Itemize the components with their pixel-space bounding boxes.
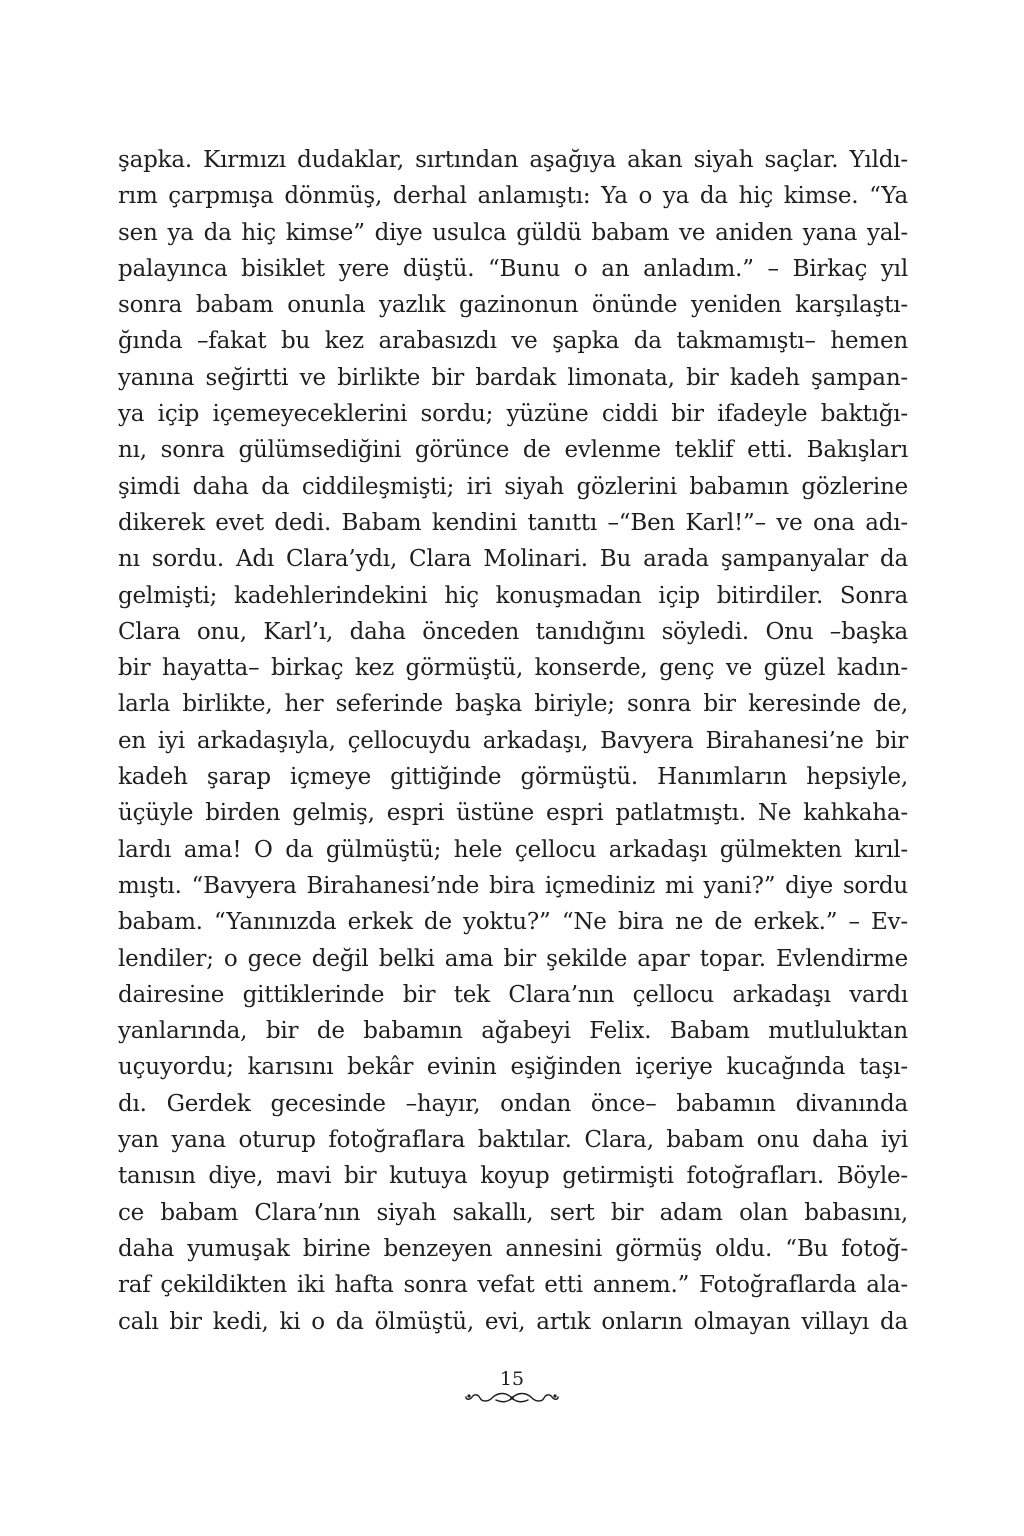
text-line: şapka. Kırmızı dudaklar, sırtından aşağıya akan siyah saçlar. Yıldı-	[118, 147, 908, 173]
text-line: ğında –fakat bu kez arabasızdı ve şapka da takmamıştı– hemen	[118, 328, 908, 355]
text-line: nı sordu. Adı Clara’ydı, Clara Molinari. Bu arada şampanyalar da	[118, 546, 908, 573]
text-line: mıştı. “Bavyera Birahanesi’nde bira içmediniz mi yani?” diye sordu	[118, 872, 908, 899]
text-line: ya içip içemeyeceklerini sordu; yüzüne ciddi bir ifadeyle baktığı-	[118, 401, 908, 428]
text-line: kadeh şarap içmeye gittiğinde görmüştü. Hanımların hepsiyle,	[118, 764, 908, 791]
text-line: dı. Gerdek gecesinde –hayır, ondan önce– babamın divanında	[118, 1090, 908, 1117]
text-line: palayınca bisiklet yere düştü. “Bunu o an anladım.” – Birkaç yıl	[118, 255, 908, 282]
text-line: lendiler; o gece değil belki ama bir şekilde apar topar. Evlendirme	[118, 945, 908, 972]
text-line: daha yumuşak birine benzeyen annesini görmüş oldu. “Bu fotoğ-	[118, 1235, 908, 1262]
text-line: uçuyordu; karısını bekâr evinin eşiğinden içeriye kucağında taşı-	[118, 1054, 908, 1081]
text-line: yanlarında, bir de babamın ağabeyi Felix. Babam mutluluktan	[118, 1018, 908, 1045]
text-line: raf çekildikten iki hafta sonra vefat etti annem.” Fotoğraflarda ala-	[118, 1272, 908, 1299]
text-line: dikerek evet dedi. Babam kendini tanıttı –“Ben Karl!”– ve ona adı-	[118, 509, 908, 536]
page-footer	[0, 1368, 1024, 1406]
text-line: en iyi arkadaşıyla, çellocuydu arkadaşı, Bavyera Birahanesi’ne bir	[118, 727, 908, 754]
body-text	[118, 142, 908, 1340]
text-line: ce babam Clara’nın siyah sakallı, sert bir adam olan babasını,	[118, 1199, 908, 1226]
scroll-ornament-icon	[462, 1390, 562, 1406]
text-line: larla birlikte, her seferinde başka biriyle; sonra bir keresinde de,	[118, 691, 908, 718]
text-line: bir hayatta– birkaç kez görmüştü, konserde, genç ve güzel kadın-	[118, 655, 908, 682]
text-line: Clara onu, Karl’ı, daha önceden tanıdığını söyledi. Onu –başka	[118, 618, 908, 645]
text-line: yan yana oturup fotoğraflara baktılar. Clara, babam onu daha iyi	[118, 1127, 908, 1154]
text-line: babam. “Yanınızda erkek de yoktu?” “Ne bira ne de erkek.” – Ev-	[118, 909, 908, 936]
page-number: 15	[499, 1368, 525, 1390]
text-line: sonra babam onunla yazlık gazinonun önünde yeniden karşılaştı-	[118, 292, 908, 319]
text-line: tanısın diye, mavi bir kutuya koyup getirmişti fotoğrafları. Böyle-	[118, 1163, 908, 1190]
text-line: gelmişti; kadehlerindekini hiç konuşmadan içip bitirdiler. Sonra	[118, 582, 908, 609]
text-line: sen ya da hiç kimse” diye usulca güldü babam ve aniden yana yal-	[118, 219, 908, 246]
text-line: yanına seğirtti ve birlikte bir bardak limonata, bir kadeh şampan-	[118, 364, 908, 391]
text-line: lardı ama! O da gülmüştü; hele çellocu arkadaşı gülmekten kırıl-	[118, 836, 908, 863]
text-line: rım çarpmışa dönmüş, derhal anlamıştı: Ya o ya da hiç kimse. “Ya	[118, 183, 908, 210]
text-line: calı bir kedi, ki o da ölmüştü, evi, artık onların olmayan villayı da	[118, 1308, 908, 1335]
text-line: üçüyle birden gelmiş, espri üstüne espri patlatmıştı. Ne kahkaha-	[118, 800, 908, 827]
text-line: nı, sonra gülümsediğini görünce de evlenme teklif etti. Bakışları	[118, 437, 908, 464]
text-line: dairesine gittiklerinde bir tek Clara’nın çellocu arkadaşı vardı	[118, 981, 908, 1008]
text-line: şimdi daha da ciddileşmişti; iri siyah gözlerini babamın gözlerine	[118, 473, 908, 500]
